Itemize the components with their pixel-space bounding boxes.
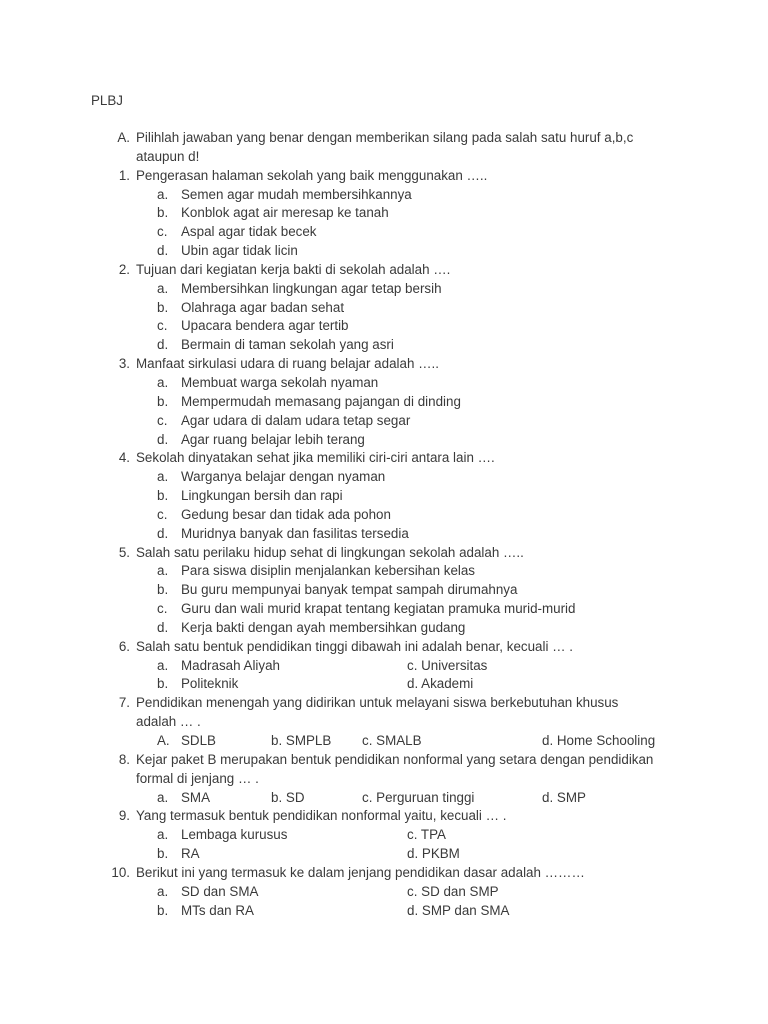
option-text: Upacara bendera agar tertib	[181, 318, 349, 334]
option-text: Politeknik	[181, 676, 239, 692]
option-text: Muridnya banyak dan fasilitas tersedia	[181, 525, 409, 541]
option-letter: a.	[157, 563, 169, 579]
option-text: c. TPA	[407, 827, 446, 843]
option-letter: b.	[157, 582, 169, 598]
option-letter: d.	[157, 619, 169, 635]
option-text: Olahraga agar badan sehat	[181, 299, 345, 315]
question-number: 8.	[118, 751, 130, 767]
option-2c	[0, 317, 768, 336]
option-text: Bermain di taman sekolah yang asri	[181, 337, 394, 353]
question-text: Salah satu perilaku hidup sehat di lingkungan sekolah adalah …..	[136, 544, 524, 560]
option-letter: d.	[157, 525, 169, 541]
option-text: Agar udara di dalam udara tetap segar	[181, 412, 411, 428]
question-4	[0, 449, 768, 468]
option-row-10-1	[0, 883, 768, 902]
option-letter: b.	[157, 488, 169, 504]
option-letter: a.	[157, 186, 169, 202]
question-5	[0, 544, 768, 563]
question-number: 3.	[118, 356, 130, 372]
option-text: b. SMPLB	[271, 733, 332, 748]
option-text: SMA	[181, 789, 211, 805]
question-number: 5.	[118, 544, 130, 560]
question-10	[0, 864, 768, 883]
question-text: Berikut ini yang termasuk ke dalam jenjang pendidikan dasar adalah ………	[136, 864, 585, 880]
question-text: Kejar paket B merupakan bentuk pendidikan nonformal yang setara dengan pendidikan	[136, 751, 654, 767]
option-text: SD dan SMA	[181, 883, 259, 899]
question-number: 10.	[111, 864, 130, 880]
option-text: Membersihkan lingkungan agar tetap bersih	[181, 280, 442, 296]
option-1c	[0, 223, 768, 242]
option-row-7	[0, 732, 768, 751]
option-letter: c.	[157, 601, 168, 617]
option-text: Warganya belajar dengan nyaman	[181, 469, 386, 485]
option-4b	[0, 487, 768, 506]
option-letter: a.	[157, 883, 169, 899]
option-5d	[0, 619, 768, 638]
option-letter: c.	[157, 224, 168, 240]
option-letter: d.	[157, 337, 169, 353]
option-letter: b.	[157, 299, 169, 315]
option-letter: a.	[157, 469, 169, 485]
question-number: 1.	[118, 167, 130, 183]
question-number: 4.	[118, 450, 130, 466]
option-text: SDLB	[181, 733, 216, 748]
question-text: Salah satu bentuk pendidikan tinggi dibawah ini adalah benar, kecuali … .	[136, 638, 573, 654]
option-text: d. Home Schooling	[542, 733, 656, 748]
option-5c	[0, 600, 768, 619]
option-3b	[0, 393, 768, 412]
question-text: Sekolah dinyatakan sehat jika memiliki ciri-ciri antara lain ….	[136, 450, 495, 466]
question-7	[0, 694, 768, 713]
instruction-text-2: ataupun d!	[136, 148, 200, 164]
option-letter: a.	[157, 280, 169, 296]
question-text: Manfaat sirkulasi udara di ruang belajar adalah …..	[136, 356, 439, 372]
option-row-10-2	[0, 902, 768, 921]
option-1a	[0, 186, 768, 205]
question-1	[0, 167, 768, 186]
option-3d	[0, 431, 768, 450]
question-3	[0, 355, 768, 374]
option-text: Lingkungan bersih dan rapi	[181, 488, 343, 504]
option-letter: b.	[157, 902, 169, 918]
question-2	[0, 261, 768, 280]
option-letter: b.	[157, 846, 169, 862]
option-letter: a.	[157, 657, 169, 673]
option-letter: d.	[157, 431, 169, 447]
option-text: Guru dan wali murid krapat tentang kegiatan pramuka murid-murid	[181, 601, 576, 617]
question-7-continued	[0, 713, 768, 732]
option-text: c. SMALB	[362, 733, 422, 748]
question-number: 6.	[118, 638, 130, 654]
instruction	[0, 129, 768, 148]
option-row-6-1	[0, 657, 768, 676]
option-text: d. SMP	[542, 789, 586, 805]
option-row-8	[0, 789, 768, 808]
option-letter: b.	[157, 676, 169, 692]
question-6	[0, 638, 768, 657]
option-letter: a.	[157, 827, 169, 843]
option-text: Bu guru mempunyai banyak tempat sampah dirumahnya	[181, 582, 518, 598]
option-text: d. PKBM	[407, 846, 460, 862]
option-text: Agar ruang belajar lebih terang	[181, 431, 365, 447]
option-text: c. Perguruan tinggi	[362, 789, 475, 805]
option-1b	[0, 204, 768, 223]
option-2d	[0, 336, 768, 355]
option-5a	[0, 562, 768, 581]
option-2b	[0, 299, 768, 318]
option-letter: a.	[157, 789, 169, 805]
option-row-9-2	[0, 845, 768, 864]
instruction-marker: A.	[117, 130, 130, 145]
option-letter: b.	[157, 205, 169, 221]
question-text: Pendidikan menengah yang didirikan untuk melayani siswa berkebutuhan khusus	[136, 695, 619, 711]
option-text: c. SD dan SMP	[407, 883, 499, 899]
option-letter: c.	[157, 412, 168, 428]
question-text: Yang termasuk bentuk pendidikan nonformal yaitu, kecuali … .	[136, 808, 507, 824]
option-2a	[0, 280, 768, 299]
question-number: 2.	[118, 261, 130, 277]
instruction-text: Pilihlah jawaban yang benar dengan memberikan silang pada salah satu huruf a,b,c	[136, 130, 634, 145]
option-text: Lembaga kurusus	[181, 827, 288, 843]
option-text: c. Universitas	[407, 657, 488, 673]
question-9	[0, 807, 768, 826]
question-text-2: formal di jenjang … .	[136, 770, 259, 786]
option-text: Gedung besar dan tidak ada pohon	[181, 506, 391, 522]
option-text: Para siswa disiplin menjalankan kebersihan kelas	[181, 563, 476, 579]
question-8	[0, 751, 768, 770]
option-text: MTs dan RA	[181, 902, 254, 918]
document-title: PLBJ	[91, 93, 124, 108]
option-text: d. SMP dan SMA	[407, 902, 510, 918]
question-number: 7.	[118, 695, 130, 711]
option-text: Konblok agat air meresap ke tanah	[181, 205, 389, 221]
option-5b	[0, 581, 768, 600]
option-text: Aspal agar tidak becek	[181, 224, 317, 240]
instruction-continued	[0, 148, 768, 167]
option-letter: a.	[157, 374, 169, 390]
option-4d	[0, 525, 768, 544]
option-text: Mempermudah memasang pajangan di dinding	[181, 393, 461, 409]
option-3c	[0, 412, 768, 431]
option-text: b. SD	[271, 789, 305, 805]
question-text-2: adalah … .	[136, 714, 201, 730]
option-4a	[0, 468, 768, 487]
option-text: Membuat warga sekolah nyaman	[181, 374, 379, 390]
option-1d	[0, 242, 768, 261]
question-number: 9.	[118, 808, 130, 824]
question-text: Tujuan dari kegiatan kerja bakti di sekolah adalah ….	[136, 261, 451, 277]
option-letter: b.	[157, 393, 169, 409]
option-text: RA	[181, 846, 200, 862]
option-text: Madrasah Aliyah	[181, 657, 280, 673]
option-letter: d.	[157, 243, 169, 259]
option-4c	[0, 506, 768, 525]
option-letter: c.	[157, 318, 168, 334]
option-letter: A.	[157, 733, 170, 748]
question-list	[0, 129, 768, 920]
option-text: Semen agar mudah membersihkannya	[181, 186, 412, 202]
option-row-6-2	[0, 675, 768, 694]
option-row-9-1	[0, 826, 768, 845]
option-text: Ubin agar tidak licin	[181, 243, 298, 259]
option-text: Kerja bakti dengan ayah membersihkan gudang	[181, 619, 466, 635]
question-8-continued	[0, 770, 768, 789]
question-text: Pengerasan halaman sekolah yang baik menggunakan …..	[136, 167, 488, 183]
option-text: d. Akademi	[407, 676, 474, 692]
option-3a	[0, 374, 768, 393]
option-letter: c.	[157, 506, 168, 522]
